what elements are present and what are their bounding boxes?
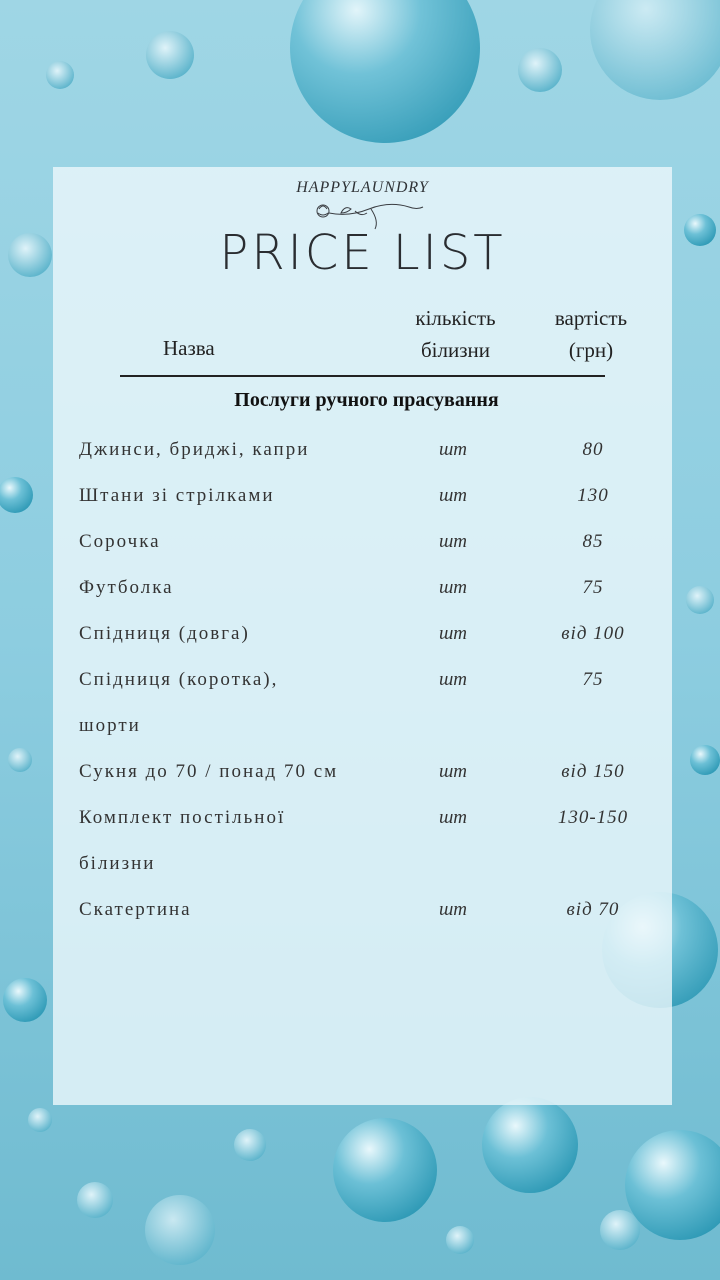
item-name: білизни [79, 853, 156, 874]
price-row-continuation [53, 841, 672, 887]
item-name: Футболка [79, 577, 174, 598]
header-quantity-line1: кількість [415, 306, 496, 330]
item-price: від 150 [561, 761, 625, 782]
header-price-line2: (грн) [568, 338, 614, 362]
page-title: PRICE LIST [219, 225, 506, 281]
item-unit: шт [438, 761, 468, 782]
item-name: Джинси, бриджі, капри [79, 439, 310, 460]
price-row [53, 427, 672, 473]
item-price: 75 [582, 669, 604, 690]
item-name: Спідниця (довга) [79, 623, 250, 644]
header-price-line1: вартість [554, 306, 628, 330]
price-row [53, 887, 672, 933]
header-quantity [403, 302, 508, 366]
item-name: Спідниця (коротка), [79, 669, 279, 690]
item-name: Сукня до 70 / понад 70 см [79, 761, 339, 782]
item-price: 130-150 [557, 807, 629, 828]
price-row-continuation [53, 703, 672, 749]
item-unit: шт [438, 531, 468, 552]
price-row [53, 657, 672, 703]
price-row [53, 519, 672, 565]
item-price: від 100 [561, 623, 625, 644]
item-name: шорти [79, 715, 141, 736]
item-unit: шт [438, 623, 468, 644]
price-row [53, 473, 672, 519]
price-row [53, 565, 672, 611]
header-name: Назва [163, 336, 215, 360]
item-unit: шт [438, 899, 468, 920]
item-name: Сорочка [79, 531, 161, 552]
item-unit: шт [438, 807, 468, 828]
item-unit: шт [438, 485, 468, 506]
item-price: 75 [582, 577, 604, 598]
item-name: Комплект постільної [79, 807, 286, 828]
price-row [53, 611, 672, 657]
item-price: 130 [577, 485, 609, 506]
item-name: Скатертина [79, 899, 192, 920]
price-card [53, 167, 672, 1105]
item-name: Штани зі стрілками [79, 485, 275, 506]
item-unit: шт [438, 439, 468, 460]
item-price: 80 [582, 439, 604, 460]
price-row [53, 795, 672, 841]
header-price [541, 302, 641, 366]
item-price: від 70 [566, 899, 620, 920]
header-divider [120, 375, 605, 377]
item-unit: шт [438, 669, 468, 690]
price-row [53, 749, 672, 795]
item-unit: шт [438, 577, 468, 598]
brand-name: HAPPYLAUNDRY [296, 179, 429, 196]
header-quantity-line2: білизни [420, 338, 490, 362]
section-title: Послуги ручного прасування [234, 389, 499, 411]
item-price: 85 [582, 531, 604, 552]
